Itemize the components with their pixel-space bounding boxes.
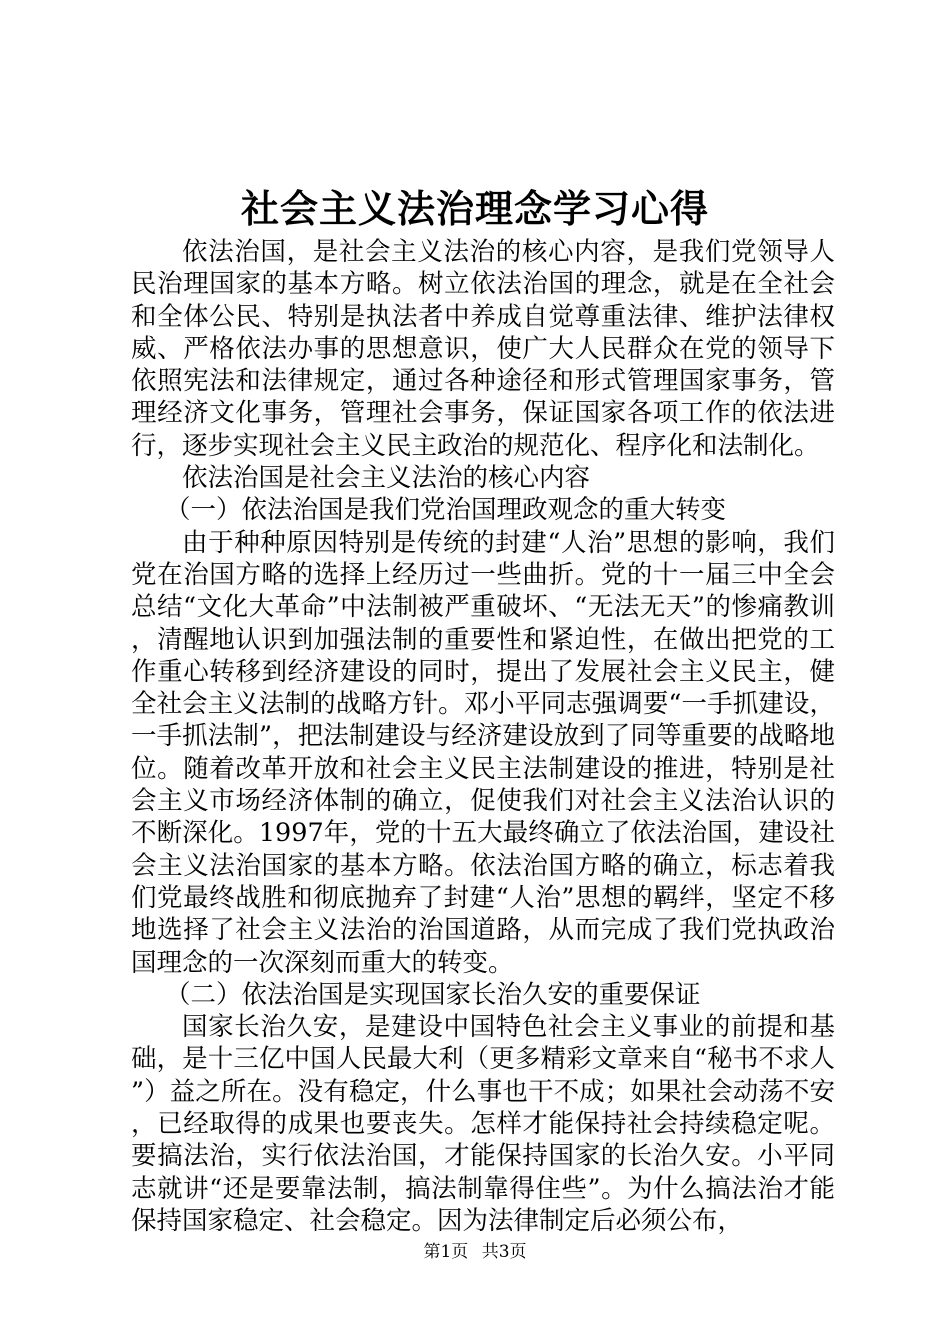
- paragraph-1: 由于种种原因特别是传统的封建“人治”思想的影响，我们党在治国方略的选择上经历过一些曲折。党的十一届三中全会总结“文化大革命”中法制被严重破坏、“无法无天”的惨痛教训，清醒地认识到加强法制的重要性和紧迫性，在做出把党的工作重心转移到经济建设的同时，提出了发展社会主义民主，健全社会主义法制的战略方针。邓小平同志强调要“一手抓建设，一手抓法制”，把法制建设与经济建设放到了同等重要的战略地位。随着改革开放和社会主义民主法制建设的推进，特别是社会主义市场经济体制的确立，促使我们对社会主义法治认识的不断深化。1997年，党的十五大最终确立了依法治国，建设社会主义法治国家的基本方略。依法治国方略的确立，标志着我们党最终战胜和彻底抛弃了封建“人治”思想的羁绊，坚定不移地选择了社会主义法治的治国道路，从而完成了我们党执政治国理念的一次深刻而重大的转变。: [131, 527, 835, 978]
- page-number: 第1页: [423, 1242, 469, 1262]
- document-title: 社会主义法治理念学习心得: [240, 186, 709, 231]
- subsection-heading-2: （二）依法治国是实现国家长治久安的重要保证: [165, 979, 701, 1010]
- document-body: [131, 236, 835, 1237]
- page-total: 共3页: [481, 1242, 527, 1262]
- section-heading: 依法治国是社会主义法治的核心内容: [182, 463, 591, 494]
- paragraph-intro: 依法治国，是社会主义法治的核心内容，是我们党领导人民治理国家的基本方略。树立依法治国的理念，就是在全社会和全体公民、特别是执法者中养成自觉尊重法律、维护法律权威、严格依法办事的思想意识，使广大人民群众在党的领导下依照宪法和法律规定，通过各种途径和形式管理国家事务，管理经济文化事务，管理社会事务，保证国家各项工作的依法进行，逐步实现社会主义民主政治的规范化、程序化和法制化。: [131, 237, 835, 461]
- page-footer: [0, 1240, 950, 1264]
- subsection-heading-1: （一）依法治国是我们党治国理政观念的重大转变: [165, 495, 727, 526]
- paragraph-2: 国家长治久安，是建设中国特色社会主义事业的前提和基础，是十三亿中国人民最大利（更多精彩文章来自“秘书不求人”）益之所在。没有稳定，什么事也干不成；如果社会动荡不安，已经取得的成果也要丧失。怎样才能保持社会持续稳定呢。要搞法治，实行依法治国，才能保持国家的长治久安。小平同志就讲“还是要靠法制，搞法制靠得住些”。为什么搞法治才能保持国家稳定、社会稳定。因为法律制定后必须公布，: [131, 1012, 835, 1236]
